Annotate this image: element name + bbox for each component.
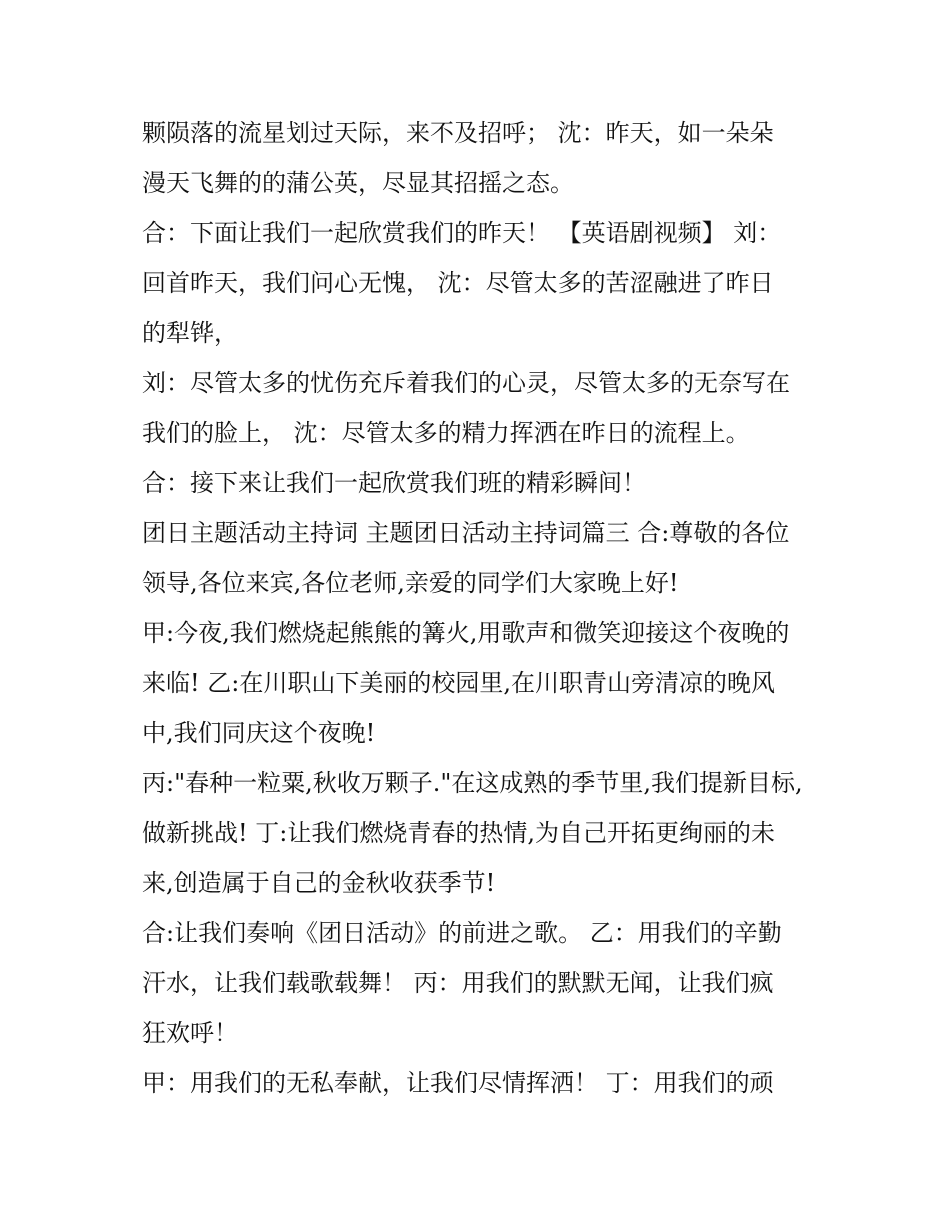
text-line: 合：下面让我们一起欣赏我们的昨天！ 【英语剧视频】 刘： — [142, 219, 782, 247]
text-line: 狂欢呼！ — [142, 1019, 238, 1047]
text-line: 颗陨落的流星划过天际，来不及招呼； 沈：昨天，如一朵朵 — [142, 119, 774, 147]
text-line: 做新挑战! 丁:让我们燃烧青春的热情,为自己开拓更绚丽的未 — [142, 819, 775, 847]
text-line: 汗水，让我们载歌载舞！ 丙：用我们的默默无闻，让我们疯 — [142, 969, 774, 997]
text-line: 合：接下来让我们一起欣赏我们班的精彩瞬间！ — [142, 469, 646, 497]
document-body — [142, 108, 822, 1108]
text-line: 中,我们同庆这个夜晚! — [142, 719, 376, 747]
text-line: 刘：尽管太多的忧伤充斥着我们的心灵，尽管太多的无奈写在 — [142, 369, 790, 397]
text-line: 来,创造属于自己的金秋收获季节! — [142, 869, 496, 897]
text-line: 合:让我们奏响《团日活动》的前进之歌。 乙：用我们的辛勤 — [142, 919, 782, 947]
text-line: 团日主题活动主持词 主题团日活动主持词篇三 合:尊敬的各位 — [142, 519, 790, 547]
text-line: 我们的脸上， 沈：尽管太多的精力挥洒在昨日的流程上。 — [142, 419, 750, 447]
text-line: 回首昨天，我们问心无愧， 沈：尽管太多的苦涩融进了昨日 — [142, 269, 774, 297]
text-line: 来临! 乙:在川职山下美丽的校园里,在川职青山旁清凉的晚风 — [142, 669, 775, 697]
text-line: 甲:今夜,我们燃烧起熊熊的篝火,用歌声和微笑迎接这个夜晚的 — [142, 619, 790, 647]
text-line: 甲：用我们的无私奉献，让我们尽情挥洒！ 丁：用我们的顽 — [142, 1069, 774, 1097]
text-line: 的犁铧， — [142, 319, 238, 347]
text-line: 丙:"春种一粒粟,秋收万颗子."在这成熟的季节里,我们提新目标, — [142, 769, 803, 797]
text-line: 领导,各位来宾,各位老师,亲爱的同学们大家晚上好! — [142, 569, 679, 597]
text-line: 漫天飞舞的的蒲公英，尽显其招摇之态。 — [142, 169, 574, 197]
